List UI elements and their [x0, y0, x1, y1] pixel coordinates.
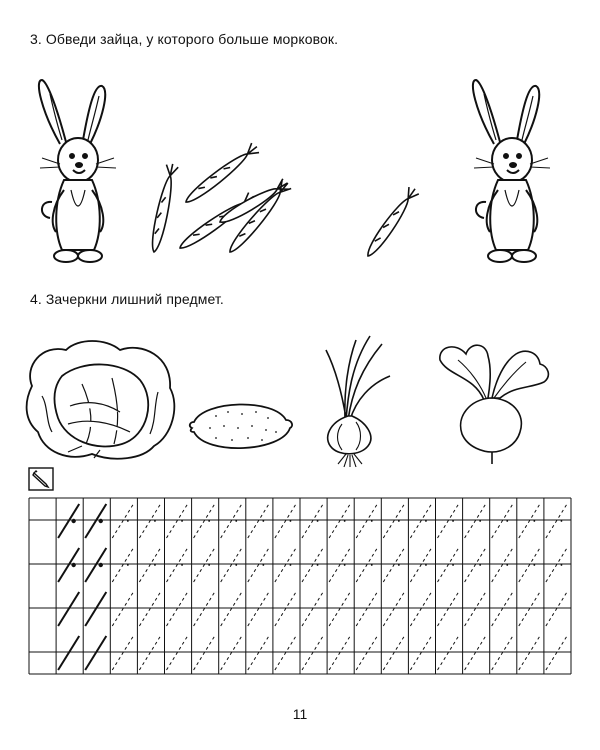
trace-slash	[465, 548, 486, 582]
practice-grid[interactable]	[28, 497, 572, 680]
trace-dot	[344, 564, 346, 566]
trace-slash	[139, 636, 160, 670]
trace-slash	[438, 592, 459, 626]
trace-dot	[452, 520, 454, 522]
trace-slash	[221, 504, 242, 538]
trace-slash	[492, 504, 513, 538]
trace-slash	[519, 504, 540, 538]
trace-slash	[194, 592, 215, 626]
lemon-icon[interactable]	[186, 392, 296, 462]
trace-slash	[275, 636, 296, 670]
trace-slash	[465, 592, 486, 626]
trace-dot	[506, 520, 508, 522]
trace-slash	[546, 548, 567, 582]
trace-slash	[410, 636, 431, 670]
trace-dot	[154, 564, 156, 566]
trace-slash	[112, 504, 133, 538]
trace-slash	[519, 592, 540, 626]
trace-dot	[344, 520, 346, 522]
task-3-title: 3. Обведи зайца, у которого больше морковок.	[30, 31, 339, 47]
rabbit-right-icon[interactable]	[462, 72, 562, 268]
trace-slash	[492, 592, 513, 626]
trace-dot	[533, 564, 535, 566]
trace-slash	[329, 592, 350, 626]
trace-slash	[383, 636, 404, 670]
trace-slash	[275, 548, 296, 582]
trace-slash	[438, 504, 459, 538]
trace-slash	[248, 504, 269, 538]
trace-dot	[262, 564, 264, 566]
trace-dot	[235, 564, 237, 566]
trace-slash	[194, 636, 215, 670]
trace-dot	[181, 520, 183, 522]
trace-slash	[221, 636, 242, 670]
sample-slash	[85, 636, 106, 670]
trace-dot	[127, 520, 129, 522]
sample-dot	[99, 519, 103, 523]
trace-slash	[465, 636, 486, 670]
trace-slash	[112, 636, 133, 670]
task-4-title: 4. Зачеркни лишний предмет.	[30, 291, 224, 307]
onion-icon[interactable]	[312, 334, 392, 470]
trace-slash	[329, 548, 350, 582]
trace-dot	[317, 564, 319, 566]
trace-dot	[425, 520, 427, 522]
trace-dot	[208, 520, 210, 522]
trace-slash	[492, 548, 513, 582]
trace-dot	[181, 564, 183, 566]
trace-dot	[208, 564, 210, 566]
trace-slash	[410, 504, 431, 538]
sample-dot	[99, 563, 103, 567]
sample-slash	[85, 592, 106, 626]
trace-slash	[302, 592, 323, 626]
sample-slash	[58, 592, 79, 626]
trace-dot	[262, 520, 264, 522]
pencil-icon	[28, 467, 54, 496]
cabbage-icon[interactable]	[22, 336, 182, 462]
trace-dot	[290, 520, 292, 522]
trace-slash	[356, 548, 377, 582]
trace-slash	[546, 592, 567, 626]
trace-slash	[302, 504, 323, 538]
trace-slash	[194, 548, 215, 582]
trace-slash	[248, 592, 269, 626]
trace-slash	[167, 504, 188, 538]
trace-slash	[248, 548, 269, 582]
trace-slash	[139, 504, 160, 538]
trace-slash	[112, 548, 133, 582]
trace-slash	[356, 592, 377, 626]
trace-slash	[221, 592, 242, 626]
trace-slash	[221, 548, 242, 582]
trace-dot	[127, 564, 129, 566]
trace-slash	[492, 636, 513, 670]
trace-dot	[479, 564, 481, 566]
sample-slash	[58, 636, 79, 670]
trace-slash	[275, 504, 296, 538]
trace-dot	[235, 520, 237, 522]
sample-slash	[85, 504, 106, 538]
trace-slash	[302, 548, 323, 582]
sample-slash	[58, 548, 79, 582]
trace-dot	[561, 520, 563, 522]
rabbit-left-icon[interactable]	[28, 72, 128, 268]
trace-slash	[356, 636, 377, 670]
trace-slash	[194, 504, 215, 538]
trace-dot	[317, 520, 319, 522]
trace-slash	[167, 592, 188, 626]
trace-slash	[112, 592, 133, 626]
trace-dot	[533, 520, 535, 522]
trace-slash	[302, 636, 323, 670]
trace-slash	[410, 548, 431, 582]
trace-slash	[465, 504, 486, 538]
trace-dot	[398, 564, 400, 566]
trace-slash	[329, 504, 350, 538]
trace-slash	[410, 592, 431, 626]
trace-slash	[383, 592, 404, 626]
trace-slash	[438, 548, 459, 582]
trace-dot	[398, 520, 400, 522]
sample-slash	[58, 504, 79, 538]
trace-slash	[519, 636, 540, 670]
trace-slash	[167, 636, 188, 670]
trace-slash	[383, 504, 404, 538]
trace-dot	[371, 564, 373, 566]
sample-dot	[71, 563, 75, 567]
trace-slash	[546, 504, 567, 538]
trace-dot	[425, 564, 427, 566]
trace-slash	[546, 636, 567, 670]
sample-dot	[71, 519, 75, 523]
trace-dot	[452, 564, 454, 566]
trace-slash	[356, 504, 377, 538]
sample-slash	[85, 548, 106, 582]
trace-dot	[154, 520, 156, 522]
trace-slash	[519, 548, 540, 582]
trace-dot	[506, 564, 508, 566]
carrot-right-icon	[362, 184, 432, 264]
trace-slash	[329, 636, 350, 670]
trace-slash	[383, 548, 404, 582]
trace-dot	[561, 564, 563, 566]
trace-slash	[139, 592, 160, 626]
trace-slash	[248, 636, 269, 670]
trace-dot	[290, 564, 292, 566]
carrot-group-left	[150, 140, 310, 260]
page-number: 11	[292, 706, 308, 722]
trace-slash	[438, 636, 459, 670]
trace-dot	[371, 520, 373, 522]
beet-icon[interactable]	[434, 336, 556, 466]
trace-dot	[479, 520, 481, 522]
trace-slash	[139, 548, 160, 582]
trace-slash	[167, 548, 188, 582]
trace-slash	[275, 592, 296, 626]
